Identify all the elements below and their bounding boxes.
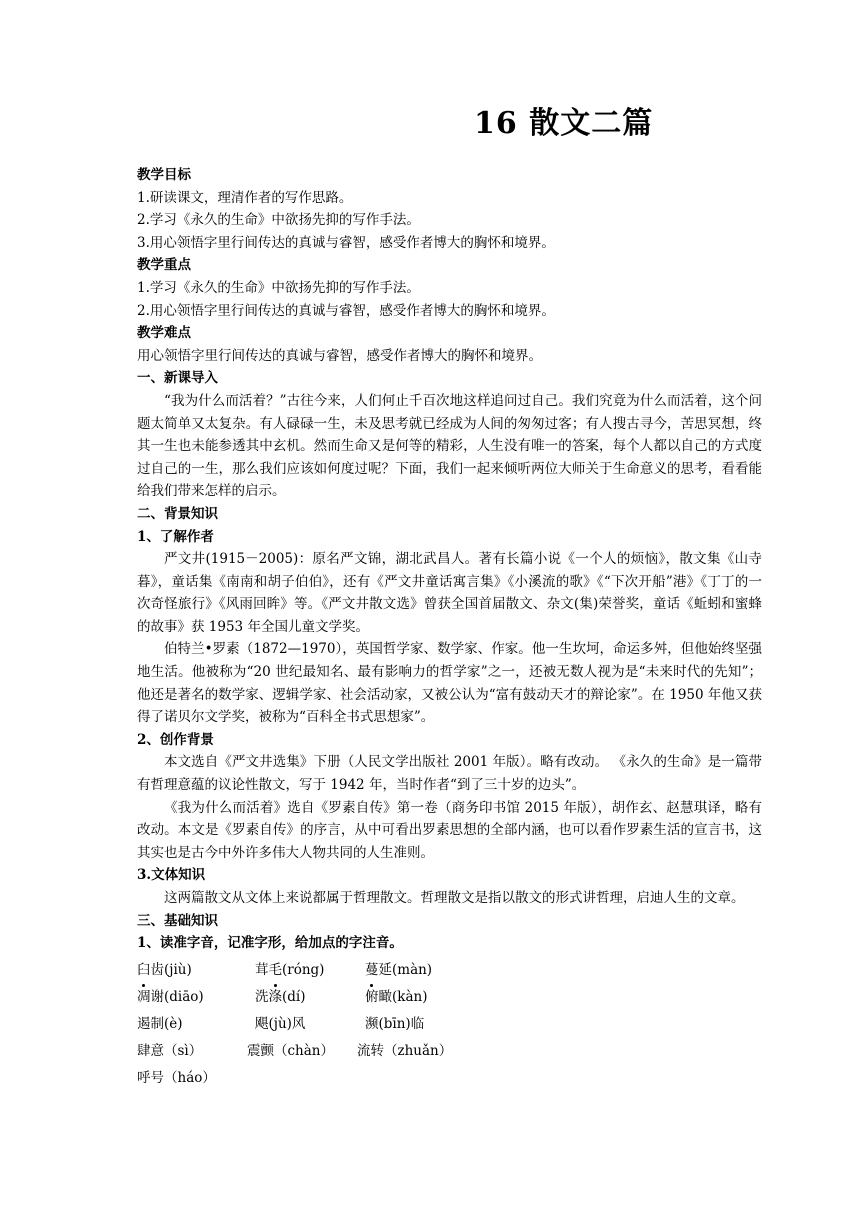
pronunciation-item: 肆意（sì） xyxy=(137,1042,203,1059)
pronunciation-row xyxy=(137,957,762,984)
author-paragraph-2: 伯特兰•罗素（1872—1970），英国哲学家、数学家、作家。他一生坎坷，命运多舛，但他始终坚强地生活。他被称为“20 世纪最知名、最有影响力的哲学家”之一，还被无数人视为是“未来时代的先知”；他还是著名的数学家、逻辑学家、社会活动家，又被公认为“富有鼓动天才的辩论家”。在 1950 年他又获得了诺贝尔文学奖，被称为“百科全书式思想家”。 xyxy=(137,641,762,726)
pronunciation-item: 凋谢(diāo) xyxy=(137,988,204,1005)
creation-heading: 2、创作背景 xyxy=(137,731,214,748)
pronunciation-item: 洗涤(dí) xyxy=(255,988,306,1005)
pronunciation-item: 濒(bīn)临 xyxy=(365,1015,425,1032)
author-paragraph-1: 严文井(1915－2005)：原名严文锦，湖北武昌人。著有长篇小说《一个人的烦恼》，散文集《山寺暮》，童话集《南南和胡子伯伯》，还有《严文井童话寓言集》《小溪流的歌》《“下次开船”港》《丁丁的一次奇怪旅行》《风雨回眸》等。《严文井散文选》曾获全国首届散文、杂文(集)荣誉奖，童话《蚯蚓和蜜蜂的故事》获 1953 年全国儿童文学奖。 xyxy=(137,551,762,635)
key-point-item: 2.用心领悟字里行间传达的真诚与睿智，感受作者博大的胸怀和境界。 xyxy=(137,302,555,319)
genre-heading: 3.文体知识 xyxy=(137,867,206,884)
document-body xyxy=(137,164,762,1092)
pronunciation-item: 蔓延(màn) xyxy=(365,957,432,984)
pronunciation-item: 臼齿(jiù) xyxy=(137,957,255,984)
objective-item: 1.研读课文，理清作者的写作思路。 xyxy=(137,189,353,206)
objectives-heading: 教学目标 xyxy=(137,167,191,183)
key-points-heading: 教学重点 xyxy=(137,257,191,274)
pronunciation-item: 呼号（háo） xyxy=(137,1069,216,1086)
pronunciation-row xyxy=(137,1011,762,1038)
pronunciation-item: 震颤（chàn） xyxy=(247,1042,334,1059)
difficulties-heading: 教学难点 xyxy=(137,325,191,342)
pronunciation-row xyxy=(137,984,762,1011)
objective-item: 3.用心领悟字里行间传达的真诚与睿智，感受作者博大的胸怀和境界。 xyxy=(137,234,555,251)
creation-paragraph-2: 《我为什么而活着》选自《罗素自传》第一卷（商务印书馆 2015 年版），胡作玄、赵慧琪译，略有改动。本文是《罗素自传》的序言，从中可看出罗素思想的全部内涵，也可以看作罗素生活的宣言书，这其实也是古今中外许多伟大人物共同的人生准则。 xyxy=(137,799,762,861)
basics-subheading: 1、读准字音，记准字形，给加点的字注音。 xyxy=(137,935,403,952)
pronunciation-item: 流转（zhuǎn） xyxy=(357,1042,453,1059)
objective-item: 2.学习《永久的生命》中欲扬先抑的写作手法。 xyxy=(137,212,420,229)
background-heading: 二、背景知识 xyxy=(137,505,218,522)
pronunciation-item: 遏制(è) xyxy=(137,1015,183,1032)
author-heading: 1、了解作者 xyxy=(137,528,214,545)
pronunciation-row xyxy=(137,1038,762,1065)
intro-heading: 一、新课导入 xyxy=(137,370,218,387)
key-point-item: 1.学习《永久的生命》中欲扬先抑的写作手法。 xyxy=(137,279,420,296)
pronunciation-item: 俯瞰(kàn) xyxy=(365,988,428,1005)
pronunciation-grid xyxy=(137,957,762,1092)
genre-paragraph: 这两篇散文从文体上来说都属于哲理散文。哲理散文是指以散文的形式讲哲理，启迪人生的文章。 xyxy=(164,890,745,906)
basics-heading: 三、基础知识 xyxy=(137,912,218,929)
difficulty-item: 用心领悟字里行间传达的真诚与睿智，感受作者博大的胸怀和境界。 xyxy=(137,347,542,364)
pronunciation-row xyxy=(137,1065,762,1092)
creation-paragraph-1: 本文选自《严文井选集》下册（人民文学出版社 2001 年版）。略有改动。 《永久的生命》是一篇带有哲理意蕴的议论性散文，写于 1942 年，当时作者“到了三十岁的边头”。 xyxy=(137,754,762,794)
pronunciation-item: 飓(jù)风 xyxy=(255,1015,306,1032)
pronunciation-item: 茸毛(róng) xyxy=(255,957,365,984)
intro-paragraph: “我为什么而活着？”古往今来，人们何止千百次地这样追问过自己。我们究竟为什么而活着，这个问题太简单又太复杂。有人碌碌一生，未及思考就已经成为人间的匆匆过客；有人搜古寻今，苦思冥想，终其一生也未能参透其中玄机。然而生命又是何等的精彩，人生没有唯一的答案，每个人都以自己的方式度过自己的一生，那么我们应该如何度过呢？下面，我们一起来倾听两位大师关于生命意义的思考，看看能给我们带来怎样的启示。 xyxy=(137,392,762,500)
page-title: 16 散文二篇 xyxy=(474,106,654,141)
